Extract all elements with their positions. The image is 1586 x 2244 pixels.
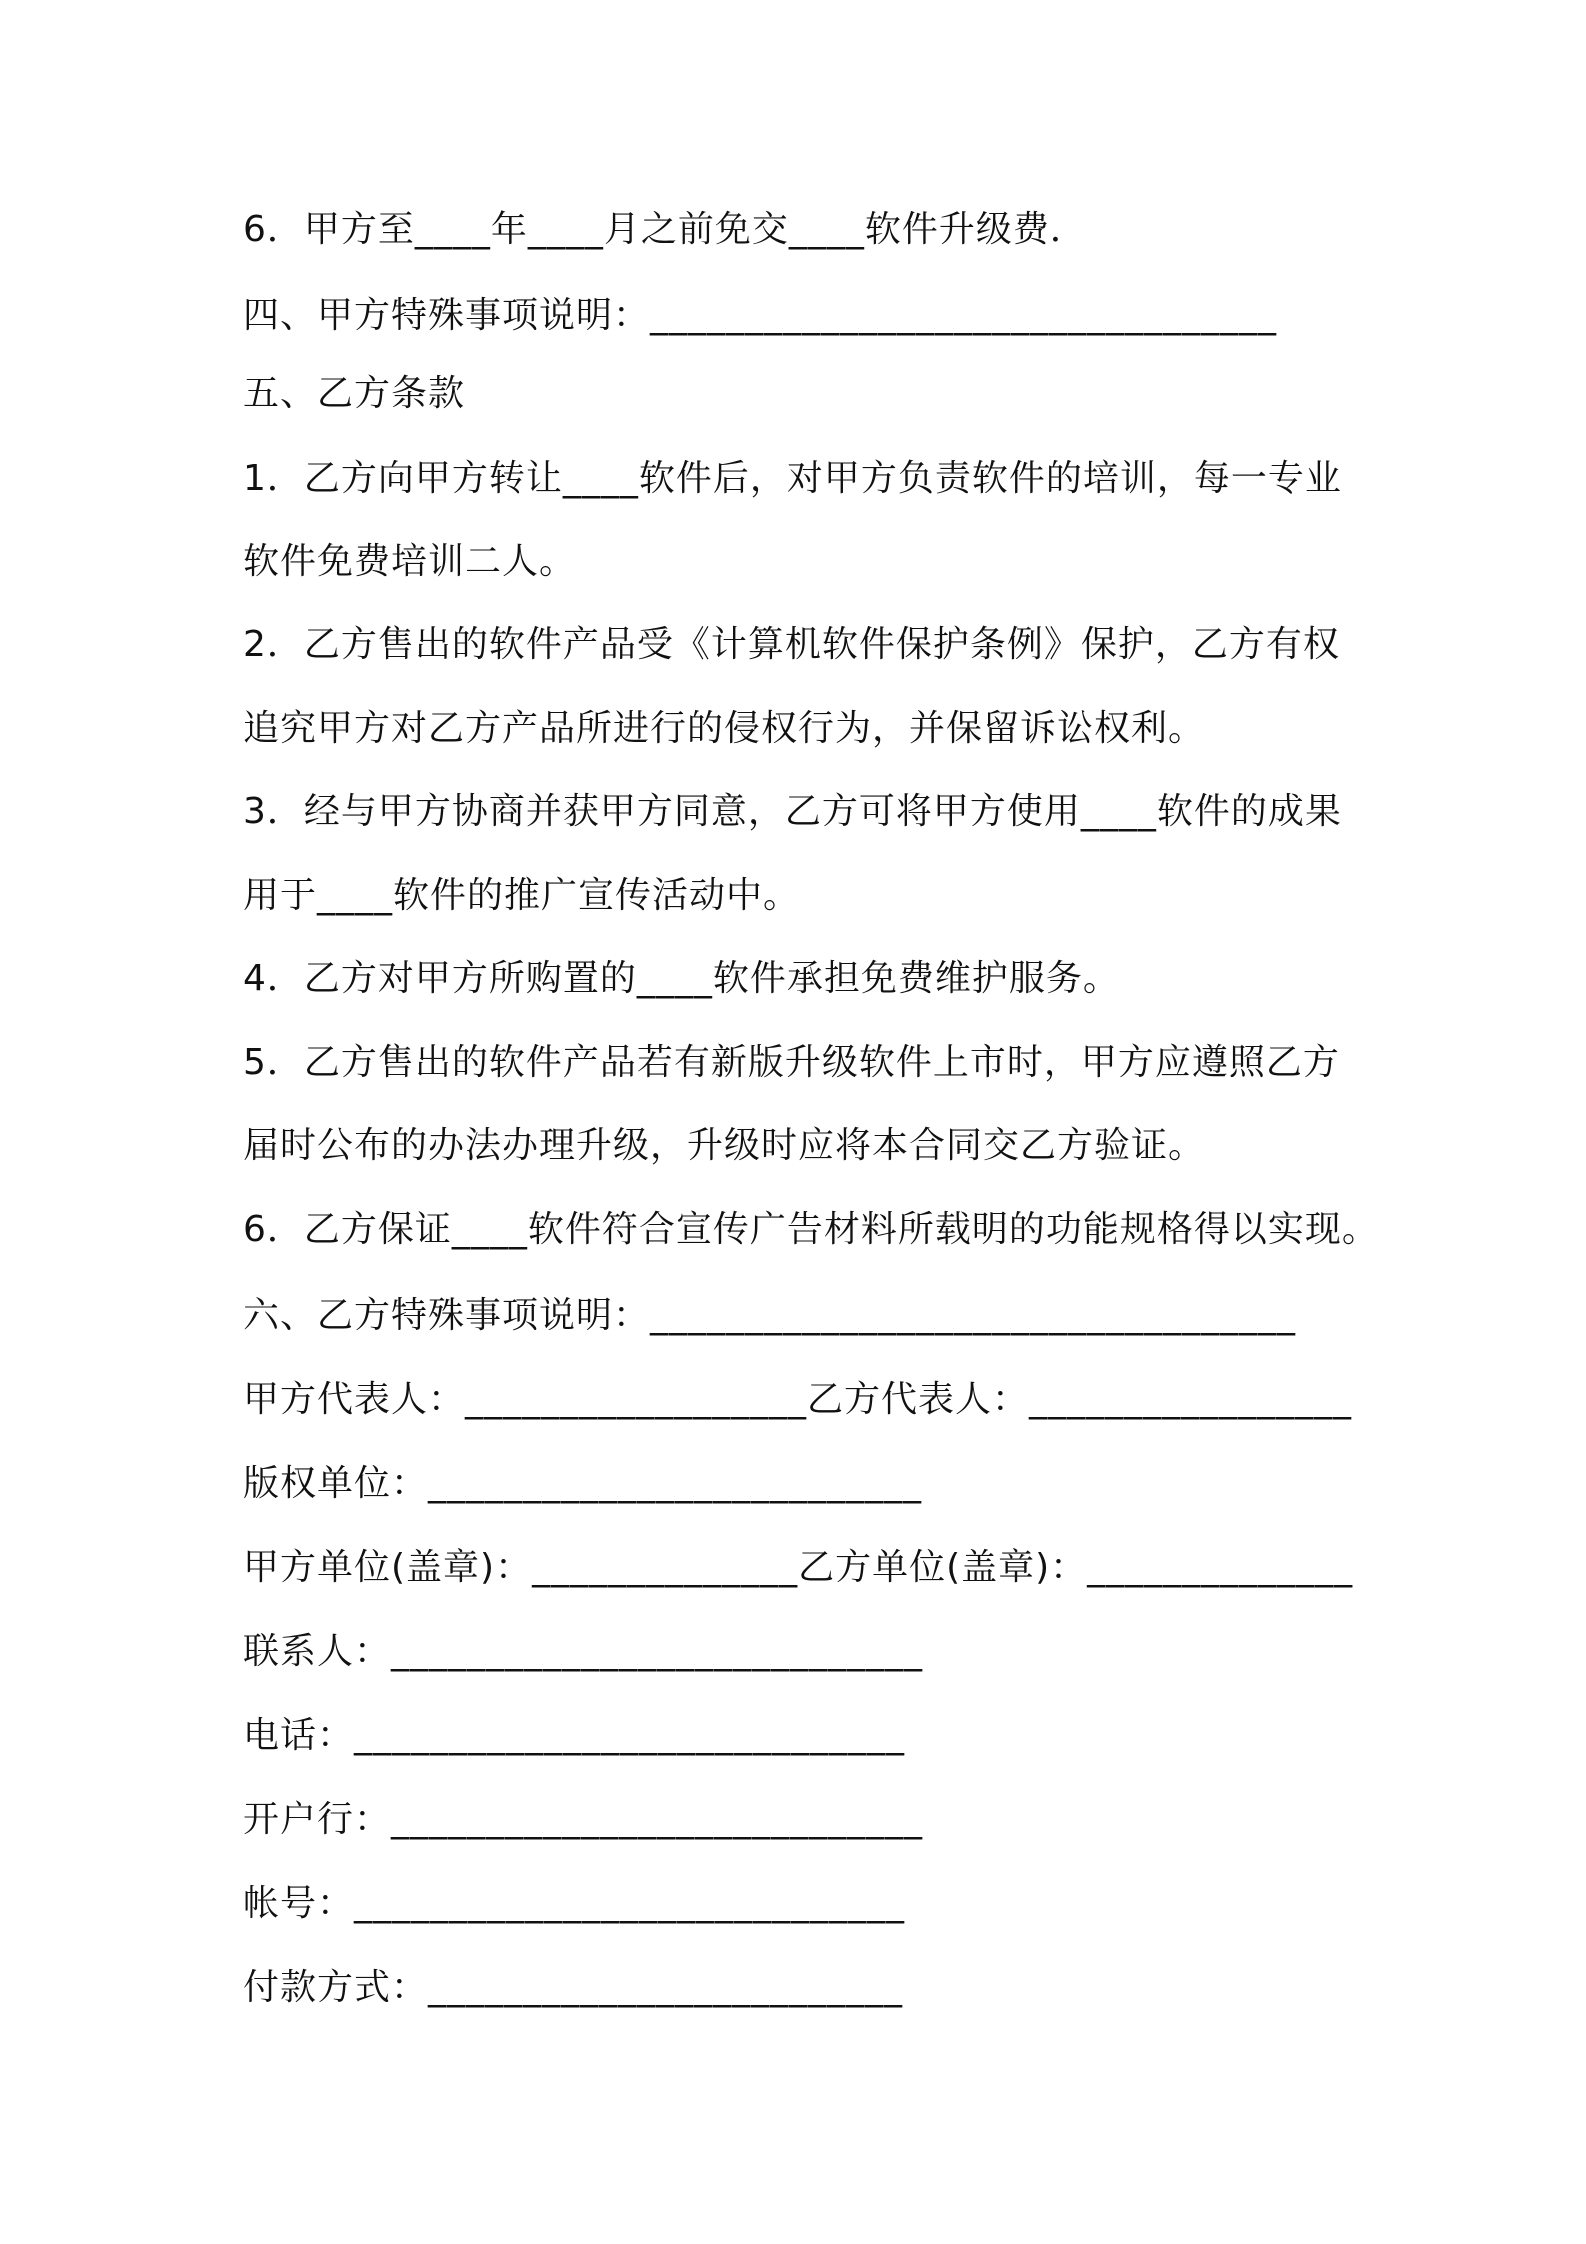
clause-b5-line2: 届时公布的办法办理升级，升级时应将本合同交乙方验证。: [243, 1125, 1206, 1166]
clause-b3-line1: 3．经与甲方协商并获甲方同意，乙方可将甲方使用____软件的成果: [243, 791, 1342, 832]
account-number-line: 帐号：_____________________________: [243, 1883, 906, 1924]
clause-b2-line2: 追究甲方对乙方产品所进行的侵权行为，并保留诉讼权利。: [243, 708, 1206, 749]
phone-line: 电话：_____________________________: [243, 1715, 906, 1756]
party-b-special-notes: 六、乙方特殊事项说明：__________________________________: [243, 1295, 1297, 1336]
clause-b1-line1: 1．乙方向甲方转让____软件后，对甲方负责软件的培训，每一专业: [243, 458, 1342, 499]
payment-method-line: 付款方式：_________________________: [243, 1967, 904, 2008]
party-a-special-notes: 四、甲方特殊事项说明：_________________________________: [243, 295, 1278, 336]
clause-b2-line1: 2．乙方售出的软件产品受《计算机软件保护条例》保护，乙方有权: [243, 624, 1340, 665]
clause-b4: 4．乙方对甲方所购置的____软件承担免费维护服务。: [243, 958, 1120, 999]
contact-person-line: 联系人：____________________________: [243, 1631, 924, 1672]
clause-b5-line1: 5．乙方售出的软件产品若有新版升级软件上市时，甲方应遵照乙方: [243, 1042, 1340, 1083]
clause-b3-line2: 用于____软件的推广宣传活动中。: [243, 875, 801, 916]
section-five-heading: 五、乙方条款: [243, 373, 466, 414]
clause-b1-line2: 软件免费培训二人。: [243, 541, 577, 582]
copyright-unit-line: 版权单位：__________________________: [243, 1463, 923, 1504]
clause-b6: 6．乙方保证____软件符合宣传广告材料所载明的功能规格得以实现。: [243, 1209, 1379, 1250]
units-seal-line: 甲方单位(盖章)：______________乙方单位(盖章)：______________: [243, 1547, 1354, 1588]
clause-a6: 6．甲方至____年____月之前免交____软件升级费．: [243, 209, 1087, 250]
bank-line: 开户行：____________________________: [243, 1799, 924, 1840]
representatives-line: 甲方代表人：__________________乙方代表人：_________________: [243, 1379, 1353, 1420]
